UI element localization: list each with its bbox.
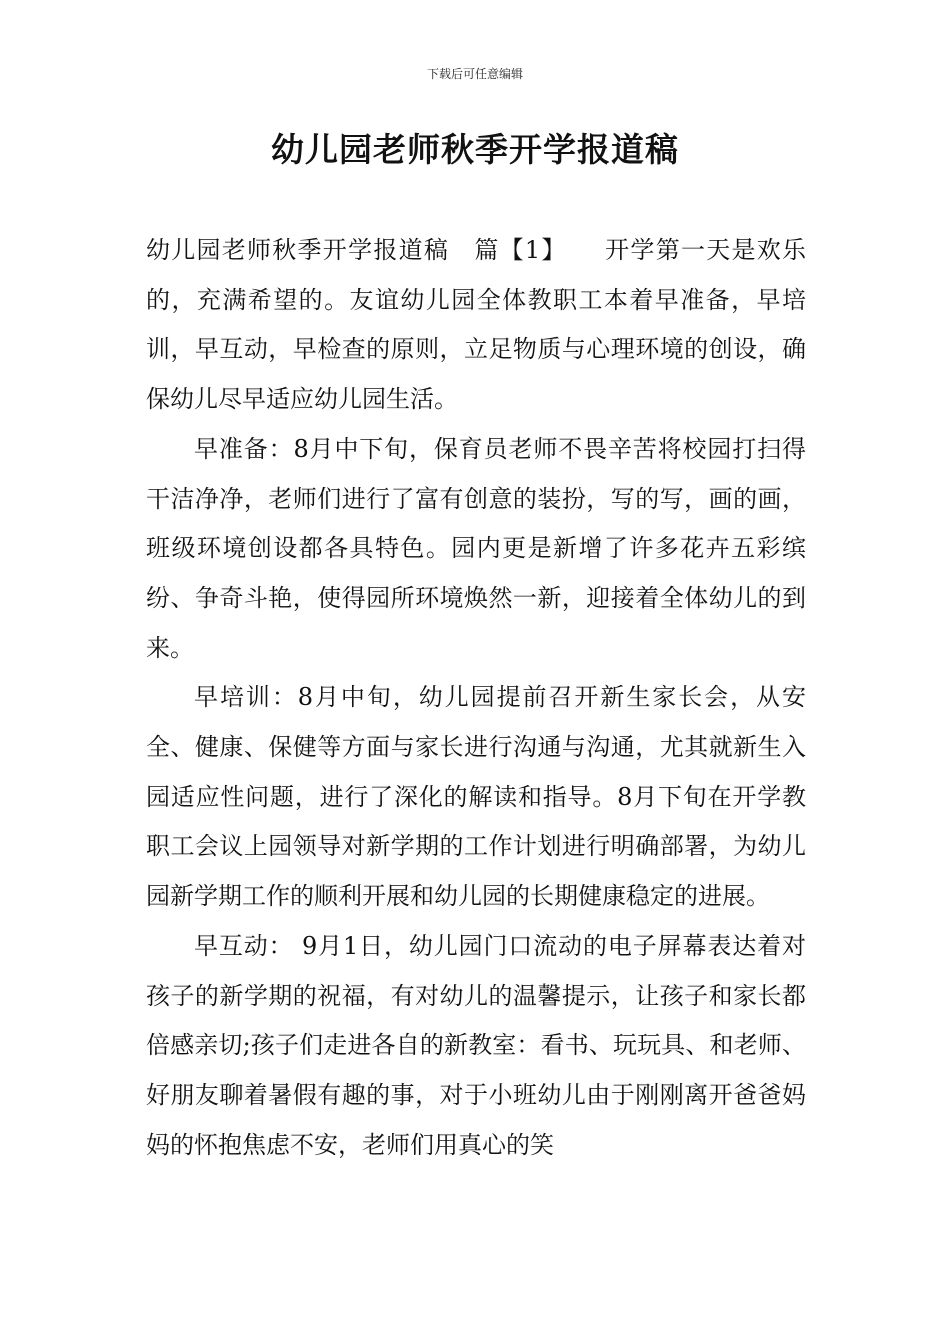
document-body bbox=[146, 226, 806, 1170]
document-title: 幼儿园老师秋季开学报道稿 bbox=[271, 130, 679, 169]
paragraph-early-preparation: 早准备：8月中下旬，保育员老师不畏辛苦将校园打扫得干洁净净，老师们进行了富有创意的装扮，写的写，画的画，班级环境创设都各具特色。园内更是新增了许多花卉五彩缤纷、争奇斗艳，使得园所环境焕然一新，迎接着全体幼儿的到来。 bbox=[146, 434, 806, 662]
paragraph-early-training: 早培训：8月中旬，幼儿园提前召开新生家长会，从安全、健康、保健等方面与家长进行沟通与沟通，尤其就新生入园适应性问题，进行了深化的解读和指导。8月下旬在开学教职工会议上园领导对新学期的工作计划进行明确部署，为幼儿园新学期工作的顺利开展和幼儿园的长期健康稳定的进展。 bbox=[146, 683, 806, 911]
header-note: 下载后可任意编辑 bbox=[426, 67, 523, 81]
paragraph-early-interaction: 早互动： 9月1日，幼儿园门口流动的电子屏幕表达着对孩子的新学期的祝福，有对幼儿的温馨提示，让孩子和家长都倍感亲切;孩子们走进各自的新教室：看书、玩玩具、和老师、好朋友聊着暑假有趣的事，对于小班幼儿由于刚刚离开爸爸妈妈的怀抱焦虑不安，老师们用真心的笑 bbox=[146, 931, 806, 1159]
paragraph-intro: 幼儿园老师秋季开学报道稿 篇【1】 开学第一天是欢乐的，充满希望的。友谊幼儿园全体教职工本着早准备，早培训，早互动，早检查的原则，立足物质与心理环境的创设，确保幼儿尽早适应幼儿园生活。 bbox=[146, 236, 806, 414]
